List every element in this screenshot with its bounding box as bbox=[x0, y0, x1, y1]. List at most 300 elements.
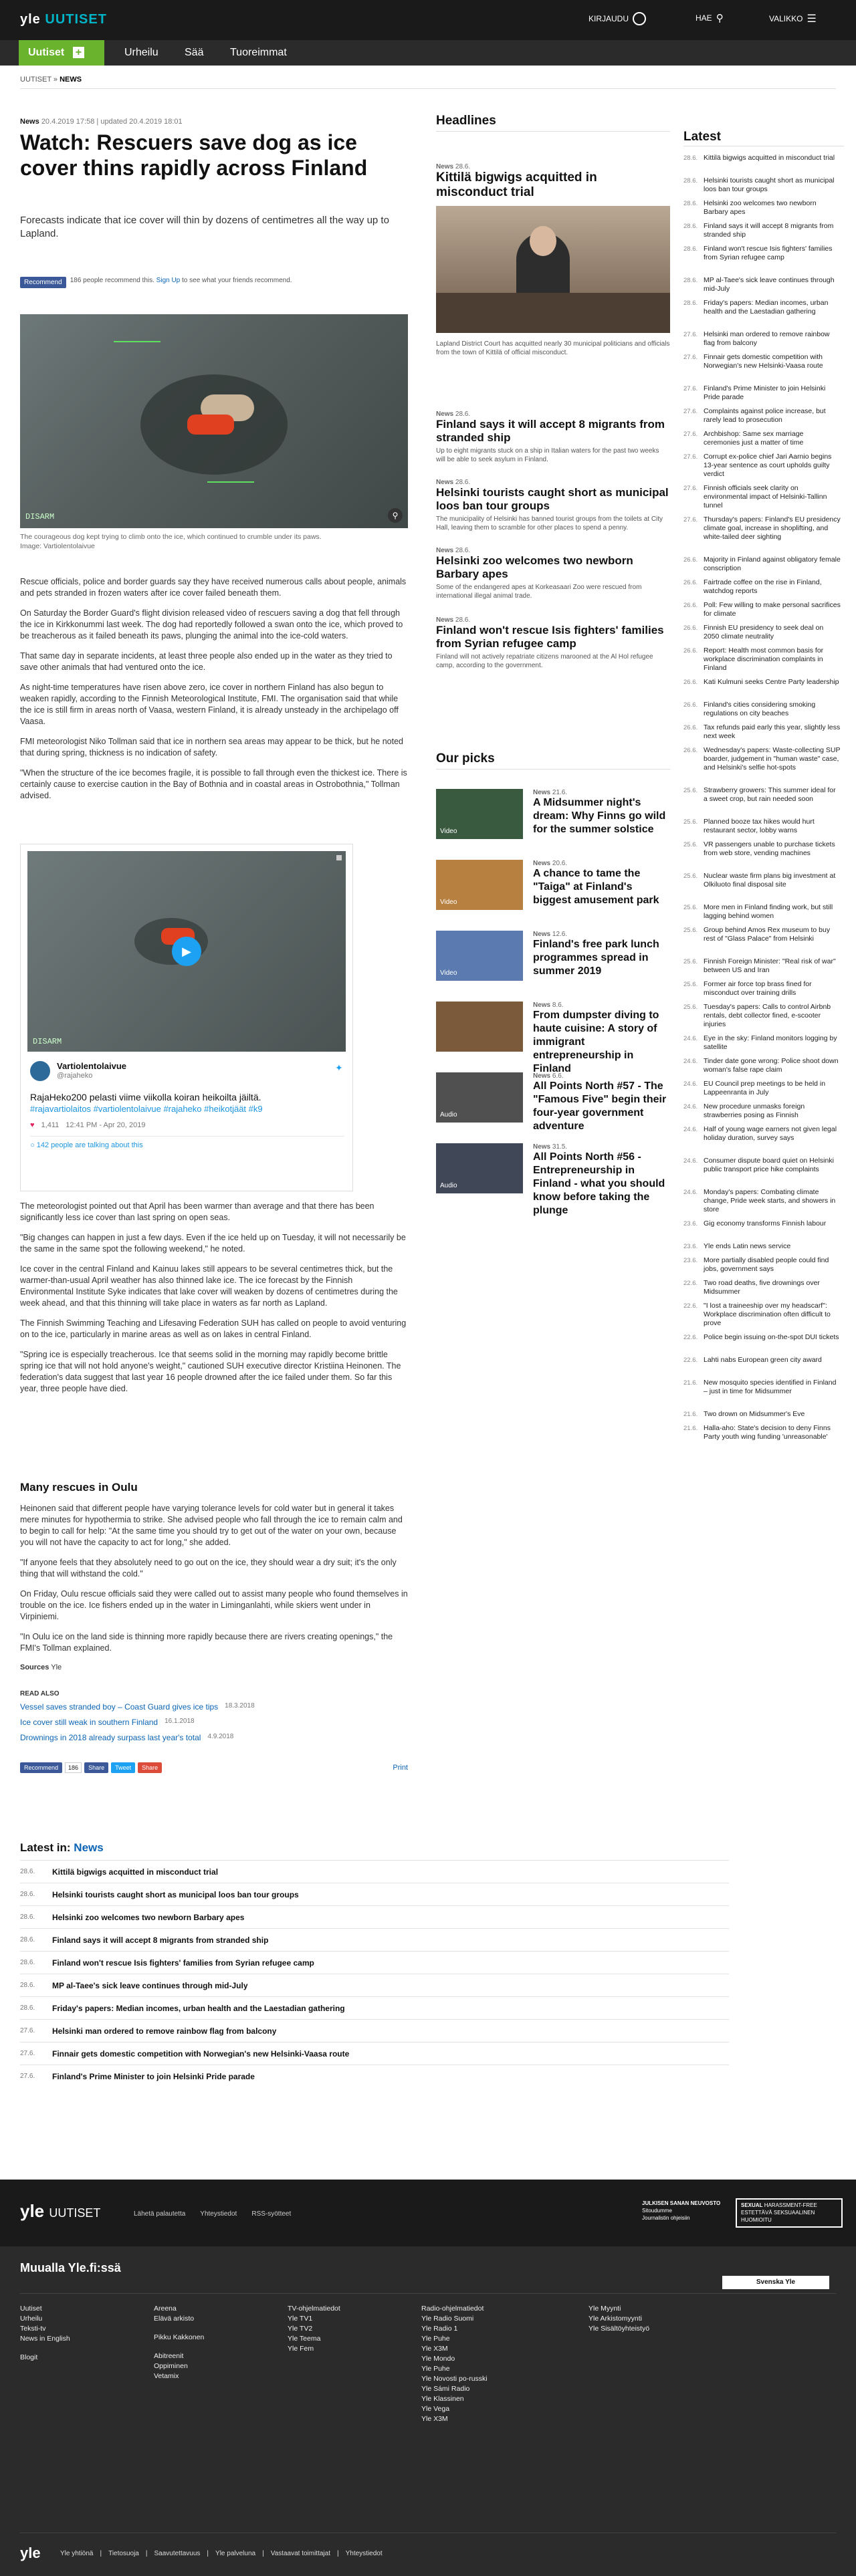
latest-item[interactable] bbox=[683, 245, 844, 276]
footer-link[interactable]: Teksti-tv bbox=[20, 2325, 46, 2333]
latest-title[interactable]: Group behind Amos Rex museum to buy rest of "Glass Palace" from Helsinki bbox=[704, 926, 831, 943]
latest-in-row[interactable] bbox=[20, 1974, 729, 1996]
latest-item[interactable] bbox=[683, 1242, 844, 1256]
footer-link[interactable]: Areena bbox=[154, 2305, 177, 2313]
latest-in-date: 28.6. bbox=[20, 2004, 35, 2012]
footer-link[interactable]: Yle Sisältöyhteistyö bbox=[588, 2325, 650, 2333]
latest-title[interactable]: Finnish EU presidency to seek deal on 2050 climate neutrality bbox=[704, 624, 824, 640]
latest-item[interactable] bbox=[683, 1003, 844, 1034]
latest-item[interactable] bbox=[683, 484, 844, 515]
latest-item[interactable] bbox=[683, 1279, 844, 1302]
latest-in-date: 27.6. bbox=[20, 2027, 35, 2034]
latest-item[interactable] bbox=[683, 299, 844, 330]
footer-link[interactable]: Elävä arkisto bbox=[154, 2315, 195, 2323]
latest-item[interactable] bbox=[683, 556, 844, 578]
latest-item[interactable] bbox=[683, 980, 844, 1003]
latest-date: 27.6. bbox=[683, 385, 698, 392]
latest-title[interactable]: Finland says it will accept 8 migrants from stranded ship bbox=[704, 222, 834, 239]
pick-item[interactable] bbox=[436, 860, 670, 927]
latest-item[interactable] bbox=[683, 177, 844, 199]
gplus-share-button[interactable]: Share bbox=[138, 1762, 162, 1773]
article-body-1: Rescue officials, police and border guards say they have received numerous calls about people, animals and pets stranded in frozen waters after ice cover failed beneath them. On Saturday the Border Guard's flight division released video of rescuers saving a dog that fell through the ice in Kirkkonummi last week. The dog had reportedly followed a swan onto the ice, which proved to be treacherous as it failed beneath its paws, plunging the animal into the ice-cold waters. That same day in separate incidents, at least three people also ended up in the water as they tried to save other animals that had ventured onto the ice. As night-time temperatures have risen above zero, ice cover in northern Finland has also begun to weaken rapidly, according to the Finnish Meteorological Institute, FMI. The organisation said that while the ice is still firm in areas north of Vaasa, western Finland, it is already unsteady in the archipelago off Vaasa. FMI meteorologist Niko Tollman said that ice in northern sea areas may appear to be thick, but he noted that during spring, thickness is no indication of safety. "When the structure of the ice becomes fragile, it is possible to fall through even the thickest ice. There is certainly cause to exercise caution in the Bay of Bothnia and in coastal areas in Ostrobothnia," Tollman advised. bbox=[20, 577, 407, 800]
latest-item[interactable] bbox=[683, 957, 844, 980]
latest-in-title[interactable]: Helsinki tourists caught short as municipal loos ban tour groups bbox=[52, 1890, 299, 1899]
footer-top bbox=[0, 2180, 856, 2246]
divider bbox=[20, 88, 836, 89]
pick-thumbnail[interactable] bbox=[436, 931, 523, 981]
headline-image[interactable] bbox=[436, 206, 670, 333]
latest-in-heading: Latest in: News bbox=[20, 1841, 104, 1854]
tweet-author[interactable]: Vartiolentolaivue bbox=[57, 1061, 127, 1071]
latest-title[interactable]: Eye in the sky: Finland monitors logging by satellite bbox=[704, 1034, 837, 1051]
latest-in-row[interactable] bbox=[20, 1928, 729, 1951]
footer-link[interactable] bbox=[154, 2343, 204, 2351]
latest-title[interactable]: Kati Kulmuni seeks Centre Party leadership bbox=[704, 678, 839, 686]
latest-date: 26.6. bbox=[683, 701, 698, 709]
read-also-link[interactable]: Drownings in 2018 already surpass last year's total bbox=[20, 1733, 201, 1742]
latest-item[interactable] bbox=[683, 678, 844, 701]
latest-date: 27.6. bbox=[683, 408, 698, 415]
latest-date: 24.6. bbox=[683, 1035, 698, 1042]
pick-tag: News 6.6. bbox=[533, 1072, 564, 1080]
print-link[interactable]: Print bbox=[393, 1764, 408, 1772]
section-heading: Many rescues in Oulu bbox=[20, 1481, 138, 1494]
latest-item[interactable] bbox=[683, 818, 844, 840]
latest-title[interactable]: Halla-aho: State's decision to deny Finns Party youth wing funding 'unreasonable' bbox=[704, 1424, 831, 1441]
latest-item[interactable] bbox=[683, 601, 844, 624]
footer-link[interactable]: Yle Radio Suomi bbox=[421, 2315, 474, 2323]
headline-item[interactable] bbox=[436, 411, 670, 464]
image-caption: The courageous dog kept trying to climb onto the ice, which continued to crumble under its paws. Image: Vartiolentolaivue bbox=[20, 532, 408, 551]
tweet-video[interactable] bbox=[27, 851, 346, 1052]
latest-in-date: 28.6. bbox=[20, 1891, 35, 1898]
footer-link[interactable]: Yle Puhe bbox=[421, 2365, 450, 2373]
latest-item[interactable] bbox=[683, 384, 844, 407]
latest-title[interactable]: Lahti nabs European green city award bbox=[704, 1356, 822, 1364]
latest-item[interactable] bbox=[683, 353, 844, 384]
footer-link[interactable]: Yle Arkistomyynti bbox=[588, 2315, 642, 2323]
latest-in-row[interactable] bbox=[20, 2019, 729, 2042]
rescuer-figure bbox=[187, 415, 234, 435]
footer-logo[interactable]: yle UUTISET bbox=[20, 2201, 101, 2221]
footer-link[interactable]: Blogit bbox=[20, 2353, 38, 2361]
pick-title[interactable]: A chance to tame the "Taiga" at Finland's biggest amusement park bbox=[533, 868, 659, 906]
latest-title[interactable]: MP al-Taee's sick leave continues through mid-July bbox=[704, 276, 835, 293]
latest-date: 28.6. bbox=[683, 300, 698, 307]
fb-recommend-share[interactable]: Recommend bbox=[20, 1762, 62, 1773]
footer-heading: Muualla Yle.fi:ssä bbox=[20, 2261, 121, 2274]
image-overlay-label: DISARM bbox=[25, 512, 55, 521]
read-also-list: Vessel saves stranded boy – Coast Guard gives ice tips 18.3.2018 Ice cover still weak in southern Finland 16.1.2018 Drownings in 2018 already surpass last year's total 4.9.2018 bbox=[20, 1702, 255, 1742]
latest-item[interactable] bbox=[683, 701, 844, 723]
latest-title[interactable]: New procedure unmasks foreign strawberries posing as Finnish bbox=[704, 1102, 805, 1119]
our-picks-heading: Our picks bbox=[436, 751, 495, 766]
latest-title[interactable]: Thursday's papers: Finland's EU presidency climate goal, increase in shoplifting, and white-tailed deer sighting bbox=[704, 515, 841, 541]
latest-item[interactable] bbox=[683, 647, 844, 678]
footer-link[interactable]: Yle Puhe bbox=[421, 2335, 450, 2343]
fb-recommend-button[interactable]: Recommend bbox=[20, 277, 66, 288]
latest-title[interactable]: Nuclear waste firm plans big investment at Olkiluoto final disposal site bbox=[704, 872, 836, 889]
latest-item[interactable] bbox=[683, 276, 844, 299]
latest-title[interactable]: More men in Finland finding work, but still lagging behind women bbox=[704, 903, 833, 920]
pick-tag: News 8.6. bbox=[533, 1002, 564, 1009]
user-icon bbox=[633, 12, 646, 25]
latest-item[interactable] bbox=[683, 624, 844, 647]
footer-bottom-link[interactable]: Saavutettavuus bbox=[154, 2550, 201, 2557]
latest-date: 22.6. bbox=[683, 1280, 698, 1287]
jsn-badge[interactable]: JULKISEN SANAN NEUVOSTO Sitoudumme Journalistin ohjeisiin bbox=[642, 2200, 721, 2221]
footer-link[interactable]: Yle Sámi Radio bbox=[421, 2385, 470, 2393]
share-bar bbox=[20, 1762, 408, 1773]
latest-date: 21.6. bbox=[683, 1379, 698, 1387]
pick-title[interactable]: Finland's free park lunch programmes spread in summer 2019 bbox=[533, 939, 659, 977]
pick-item[interactable] bbox=[436, 1143, 670, 1216]
latest-date: 26.6. bbox=[683, 724, 698, 731]
latest-in-row[interactable] bbox=[20, 1996, 729, 2019]
latest-title[interactable]: Finnair gets domestic competition with Norwegian's new Helsinki-Vaasa route bbox=[704, 353, 823, 370]
headline-desc: The municipality of Helsinki has banned tourist groups from the toilets at City Hall, leaving them to scramble for other places to spend a penny. bbox=[436, 515, 663, 532]
latest-title[interactable]: Police begin issuing on-the-spot DUI tickets bbox=[704, 1333, 839, 1341]
tab-uutiset[interactable]: Uutiset + bbox=[19, 40, 104, 66]
latest-title[interactable]: Half of young wage earners not given legal holiday duration, survey says bbox=[704, 1125, 837, 1142]
pick-thumbnail[interactable] bbox=[436, 1072, 523, 1123]
headline-tag: News 28.6. bbox=[436, 479, 471, 486]
avatar[interactable] bbox=[30, 1061, 50, 1081]
pick-item[interactable] bbox=[436, 1002, 670, 1074]
latest-date: 22.6. bbox=[683, 1357, 698, 1364]
footer-link[interactable] bbox=[154, 2324, 204, 2332]
pick-title[interactable]: All Points North #57 - The "Famous Five" begin their four-year government adventure bbox=[533, 1080, 667, 1132]
latest-item[interactable] bbox=[683, 199, 844, 222]
latest-in-row[interactable] bbox=[20, 1860, 729, 1883]
fb-share-button[interactable]: Share bbox=[84, 1762, 108, 1773]
latest-item[interactable] bbox=[683, 578, 844, 601]
footer-link[interactable]: Yle X3M bbox=[421, 2415, 448, 2423]
footer-bottom-link[interactable]: Vastaavat toimittajat bbox=[270, 2550, 330, 2557]
latest-date: 28.6. bbox=[683, 245, 698, 253]
latest-in-title[interactable]: Finland says it will accept 8 migrants from stranded ship bbox=[52, 1936, 269, 1945]
latest-title[interactable]: Wednesday's papers: Waste-collecting SUP boarder, judgement in "human waste" case, and Helsinki's selfie hot-spots bbox=[704, 746, 841, 772]
latest-in-section-link[interactable]: News bbox=[74, 1841, 104, 1854]
latest-title[interactable]: Finland's Prime Minister to join Helsinki Pride parade bbox=[704, 384, 826, 401]
latest-title[interactable]: Strawberry growers: This summer ideal for a sweet crop, but rain needed soon bbox=[704, 786, 836, 803]
twitter-bird-icon[interactable]: ✦ bbox=[335, 1062, 343, 1073]
embedded-tweet[interactable] bbox=[20, 844, 353, 1191]
latest-title[interactable]: Finnish officials seek clarity on environmental impact of Helsinki-Tallinn tunnel bbox=[704, 484, 827, 509]
latest-item[interactable] bbox=[683, 723, 844, 746]
footer-link[interactable]: Yle Radio 1 bbox=[421, 2325, 458, 2333]
latest-date: 25.6. bbox=[683, 958, 698, 965]
latest-in-title[interactable]: Finnair gets domestic competition with Norwegian's new Helsinki-Vaasa route bbox=[52, 2049, 350, 2059]
pick-title[interactable]: From dumpster diving to haute cuisine: A story of immigrant entrepreneurship in Finland bbox=[533, 1010, 659, 1074]
latest-in-title[interactable]: Friday's papers: Median incomes, urban health and the Laestadian gathering bbox=[52, 2004, 345, 2013]
latest-item[interactable] bbox=[683, 872, 844, 903]
pick-title[interactable]: A Midsummer night's dream: Why Finns go wild for the summer solstice bbox=[533, 797, 666, 835]
latest-date: 24.6. bbox=[683, 1189, 698, 1196]
latest-title[interactable]: Planned booze tax hikes would hurt restaurant sector, lobby warns bbox=[704, 818, 815, 834]
latest-date: 23.6. bbox=[683, 1220, 698, 1227]
latest-date: 26.6. bbox=[683, 556, 698, 564]
footer-link[interactable]: Oppiminen bbox=[154, 2362, 188, 2370]
latest-item[interactable] bbox=[683, 1424, 844, 1455]
headline-title[interactable]: Finland won't rescue Isis fighters' families from Syrian refugee camp bbox=[436, 624, 664, 650]
fb-recommend: Recommend 186 people recommend this. Sign Up to see what your friends recommend. bbox=[20, 277, 408, 288]
latest-title[interactable]: Two road deaths, five drownings over Midsummer bbox=[704, 1279, 820, 1296]
article-title: Watch: Rescuers save dog as ice cover thins rapidly across Finland bbox=[20, 130, 368, 180]
rss-link[interactable]: RSS-syötteet bbox=[251, 2210, 292, 2218]
video-overlay-label: DISARM bbox=[33, 1037, 62, 1046]
latest-title[interactable]: Majority in Finland against obligatory female conscription bbox=[704, 556, 841, 572]
footer-col-tv bbox=[288, 2304, 340, 2354]
latest-title[interactable]: Helsinki zoo welcomes two newborn Barbary apes bbox=[704, 199, 817, 216]
separator: | bbox=[337, 2550, 339, 2557]
latest-title[interactable]: Archbishop: Same sex marriage ceremonies just a matter of time bbox=[704, 430, 804, 447]
plus-icon: + bbox=[73, 47, 84, 58]
footer-link[interactable]: TV-ohjelmatiedot bbox=[288, 2305, 340, 2313]
footer-link[interactable]: Uutiset bbox=[20, 2305, 42, 2313]
pick-media-label: Video bbox=[440, 828, 457, 835]
tab-tuoreimmat[interactable]: Tuoreimmat bbox=[230, 47, 287, 58]
latest-item[interactable] bbox=[683, 154, 844, 177]
footer-link[interactable]: Yle Novosti po-russki bbox=[421, 2375, 488, 2383]
tweet-handle[interactable]: @rajaheko bbox=[57, 1072, 93, 1080]
footer-col-news bbox=[20, 2304, 70, 2363]
pick-media-label: Audio bbox=[440, 1182, 457, 1189]
latest-item[interactable] bbox=[683, 1256, 844, 1279]
latest-in-row[interactable] bbox=[20, 1883, 729, 1905]
latest-in-row[interactable] bbox=[20, 2065, 729, 2087]
footer-link[interactable]: Yle Mondo bbox=[421, 2355, 455, 2363]
separator: | bbox=[207, 2550, 209, 2557]
latest-item[interactable] bbox=[683, 330, 844, 353]
latest-item[interactable] bbox=[683, 407, 844, 430]
pick-thumbnail[interactable] bbox=[436, 789, 523, 839]
separator: | bbox=[262, 2550, 264, 2557]
latest-item[interactable] bbox=[683, 1188, 844, 1219]
latest-date: 24.6. bbox=[683, 1126, 698, 1133]
feedback-link[interactable]: Lähetä palautetta bbox=[134, 2210, 186, 2218]
latest-title[interactable]: Friday's papers: Median incomes, urban health and the Laestadian gathering bbox=[704, 299, 829, 316]
latest-date: 25.6. bbox=[683, 981, 698, 988]
latest-item[interactable] bbox=[683, 1356, 844, 1379]
image-credit: Image: Vartiolentolaivue bbox=[20, 542, 95, 550]
headline-desc: Up to eight migrants stuck on a ship in Italian waters for the past two weeks will be able to seek asylum in Finland. bbox=[436, 447, 659, 463]
comment-icon: ○ bbox=[30, 1141, 35, 1149]
latest-date: 26.6. bbox=[683, 647, 698, 655]
latest-title[interactable]: More partially disabled people could find jobs, government says bbox=[704, 1256, 829, 1273]
article-body-3: Heinonen said that different people have varying tolerance levels for cold water but in general it takes mere minutes for hypothermia to strike. She advised people who fall through the ice to remain calm and to begin to call for help: "At the same time you should try to get out of the water on your own, because you will not have the capacity to act for long," she added. "If anyone feels that they absolutely need to go out on the ice, they should wear a dry suit; it's the only thing that will withstand the cold." On Friday, Oulu rescue officials said they were called out to assist many people who found themselves in trouble on the ice. Ice fishers ended up in the water in Liminganlahti, while skiers went under in Virpiniemi. "In Oulu ice on the land side is thinning more rapidly because there are rivers creating openings," the FMI's Tollman explained. bbox=[20, 1504, 408, 1653]
latest-title[interactable]: Finland's cities considering smoking regulations on city beaches bbox=[704, 701, 816, 717]
latest-item[interactable] bbox=[683, 903, 844, 926]
footer-bottom-links bbox=[60, 2550, 383, 2557]
latest-date: 23.6. bbox=[683, 1257, 698, 1264]
latest-in-title[interactable]: Helsinki zoo welcomes two newborn Barbary apes bbox=[52, 1913, 245, 1922]
latest-title[interactable]: Kittilä bigwigs acquitted in misconduct trial bbox=[704, 154, 835, 162]
latest-title[interactable]: Former air force top brass fined for misconduct over training drills bbox=[704, 980, 812, 997]
headline-title[interactable]: Helsinki zoo welcomes two newborn Barbary apes bbox=[436, 554, 633, 580]
latest-title[interactable]: Tuesday's papers: Calls to control Airbnb rentals, debt collector fined, e-scooter injuries bbox=[704, 1003, 831, 1028]
latest-title[interactable]: Monday's papers: Combating climate change, Pride week starts, and showers in store bbox=[704, 1188, 836, 1213]
tab-urheilu[interactable]: Urheilu bbox=[124, 47, 158, 58]
latest-item[interactable] bbox=[683, 926, 844, 957]
latest-title[interactable]: Poll: Few willing to make personal sacrifices for climate bbox=[704, 601, 841, 618]
footer-link[interactable]: Urheilu bbox=[20, 2315, 43, 2323]
latest-title[interactable]: Yle ends Latin news service bbox=[704, 1242, 791, 1250]
pick-thumbnail[interactable] bbox=[436, 1002, 523, 1052]
breadcrumb-uutiset[interactable]: UUTISET bbox=[20, 76, 51, 84]
latest-date: 21.6. bbox=[683, 1425, 698, 1432]
latest-item[interactable] bbox=[683, 430, 844, 453]
pick-item[interactable] bbox=[436, 789, 670, 856]
latest-item[interactable] bbox=[683, 515, 844, 556]
heart-icon[interactable]: ♥ bbox=[30, 1121, 35, 1129]
latest-date: 28.6. bbox=[683, 154, 698, 162]
footer-link[interactable]: Yle Fem bbox=[288, 2345, 314, 2353]
footer-link[interactable]: Pikku Kakkonen bbox=[154, 2333, 205, 2341]
harassment-free-badge[interactable]: SEXUAL HARASSMENT-FREE ESTETTÄVÄ SEKSUAALINEN HUOMIOITU bbox=[736, 2198, 843, 2228]
latest-date: 26.6. bbox=[683, 579, 698, 586]
latest-in-row[interactable] bbox=[20, 2042, 729, 2065]
pick-item[interactable] bbox=[436, 1072, 670, 1139]
latest-item[interactable] bbox=[683, 1157, 844, 1188]
latest-date: 27.6. bbox=[683, 331, 698, 338]
latest-date: 25.6. bbox=[683, 904, 698, 911]
headline-top[interactable]: News 28.6. Kittilä bigwigs acquitted in misconduct trial Lapland District Court has acquitted nearly 30 municipal politicians and officials from the town of Kittilä of official misconduct. bbox=[436, 163, 670, 356]
latest-in-row[interactable] bbox=[20, 1905, 729, 1928]
latest-title[interactable]: Helsinki man ordered to remove rainbow flag from balcony bbox=[704, 330, 830, 347]
footer-link[interactable]: Yle X3M bbox=[421, 2345, 448, 2353]
play-icon[interactable]: ▶ bbox=[172, 937, 201, 966]
latest-item[interactable] bbox=[683, 1219, 844, 1242]
latest-item[interactable] bbox=[683, 746, 844, 786]
footer-link[interactable]: Yle Teema bbox=[288, 2335, 321, 2343]
yle-logo[interactable]: yle UUTISET bbox=[20, 12, 107, 27]
footer-link[interactable]: Vetamix bbox=[154, 2372, 179, 2380]
latest-item[interactable] bbox=[683, 1102, 844, 1125]
pick-title[interactable]: All Points North #56 - Entrepreneurship in Finland - what you should know before taking the plunge bbox=[533, 1151, 665, 1216]
latest-item[interactable] bbox=[683, 786, 844, 818]
latest-title[interactable]: Complaints against police increase, but rarely lead to prosecution bbox=[704, 407, 826, 424]
yle-footer-logo[interactable]: yle bbox=[20, 2545, 41, 2561]
contacts-link[interactable]: Yhteystiedot bbox=[200, 2210, 237, 2218]
footer-link[interactable]: Yle TV2 bbox=[288, 2325, 313, 2333]
headline-item[interactable] bbox=[436, 479, 670, 532]
latest-title[interactable]: Two drown on Midsummer's Eve bbox=[704, 1410, 805, 1418]
latest-item[interactable] bbox=[683, 1379, 844, 1410]
latest-in-title[interactable]: Kittilä bigwigs acquitted in misconduct trial bbox=[52, 1867, 219, 1877]
share-count: 186 bbox=[65, 1762, 82, 1773]
latest-item[interactable] bbox=[683, 1057, 844, 1080]
latest-title[interactable]: Finnish Foreign Minister: "Real risk of war" between US and Iran bbox=[704, 957, 836, 974]
latest-item[interactable] bbox=[683, 840, 844, 872]
latest-title[interactable]: EU Council prep meetings to be held in Lappeenranta in July bbox=[704, 1080, 826, 1096]
footer-link[interactable]: News in English bbox=[20, 2335, 70, 2343]
latest-date: 27.6. bbox=[683, 453, 698, 461]
footer-links bbox=[134, 2210, 291, 2218]
footer-bottom-link[interactable]: Yle palveluna bbox=[215, 2550, 256, 2557]
latest-item[interactable] bbox=[683, 453, 844, 484]
latest-item[interactable] bbox=[683, 222, 844, 245]
pick-tag: News 12.6. bbox=[533, 931, 568, 938]
latest-item[interactable] bbox=[683, 1410, 844, 1424]
footer-link[interactable] bbox=[20, 2344, 70, 2352]
latest-title[interactable]: Tax refunds paid early this year, slightly less next week bbox=[704, 723, 841, 740]
latest-title[interactable]: Corrupt ex-police chief Jari Aarnio begins 13-year sentence as court upholds guilty verdict bbox=[704, 453, 832, 478]
latest-title[interactable]: Helsinki tourists caught short as municipal loos ban tour groups bbox=[704, 177, 835, 193]
latest-date: 27.6. bbox=[683, 354, 698, 361]
latest-title[interactable]: Consumer dispute board quiet on Helsinki public transport price hike complaints bbox=[704, 1157, 834, 1173]
menu-button[interactable]: VALIKKO ☰ bbox=[769, 13, 817, 25]
headline-item[interactable] bbox=[436, 616, 670, 670]
latest-date: 27.6. bbox=[683, 431, 698, 438]
latest-title[interactable]: New mosquito species identified in Finland – just in time for Midsummer bbox=[704, 1379, 837, 1395]
latest-item[interactable] bbox=[683, 1034, 844, 1057]
login-button[interactable]: KIRJAUDU bbox=[588, 12, 646, 25]
headline-item[interactable] bbox=[436, 547, 670, 600]
pick-thumbnail[interactable] bbox=[436, 860, 523, 910]
latest-title[interactable]: Gig economy transforms Finnish labour bbox=[704, 1219, 827, 1227]
tweet-conversation-link[interactable]: ○ 142 people are talking about this bbox=[30, 1141, 143, 1149]
latest-in-date: 28.6. bbox=[20, 1982, 35, 1989]
search-button[interactable]: HAE ⚲ bbox=[696, 13, 724, 24]
latest-title[interactable]: Fairtrade coffee on the rise in Finland, watchdog reports bbox=[704, 578, 822, 595]
tweet-text: RajaHeko200 pelasti viime viikolla koiran heikoilta jäiltä. bbox=[30, 1092, 261, 1102]
latest-item[interactable] bbox=[683, 1302, 844, 1333]
zoom-icon[interactable]: ⚲ bbox=[388, 508, 403, 523]
footer-link[interactable]: Abitreenit bbox=[154, 2352, 184, 2360]
footer-link[interactable]: Radio-ohjelmatiedot bbox=[421, 2305, 484, 2313]
footer-bottom-link[interactable]: Yhteystiedot bbox=[345, 2550, 383, 2557]
svenska-yle-button[interactable]: Svenska Yle bbox=[722, 2276, 829, 2289]
latest-title[interactable]: VR passengers unable to purchase tickets from web store, vending machines bbox=[704, 840, 835, 857]
article-image[interactable] bbox=[20, 314, 408, 528]
pick-thumbnail[interactable] bbox=[436, 1143, 523, 1193]
latest-item[interactable] bbox=[683, 1080, 844, 1102]
latest-title[interactable]: Tinder date gone wrong: Police shoot down woman's false rape claim bbox=[704, 1057, 839, 1074]
latest-title[interactable]: Finland won't rescue Isis fighters' families from Syrian refugee camp bbox=[704, 245, 833, 261]
footer-link[interactable]: Yle Klassinen bbox=[421, 2395, 464, 2403]
latest-title[interactable]: "I lost a traineeship over my headscarf": Workplace discrimination often difficult to prove bbox=[704, 1302, 831, 1327]
latest-date: 25.6. bbox=[683, 787, 698, 794]
footer-link[interactable]: Yle Myynti bbox=[588, 2305, 621, 2313]
footer-link[interactable]: Yle TV1 bbox=[288, 2315, 313, 2323]
latest-item[interactable] bbox=[683, 1333, 844, 1356]
tweet-hashtags[interactable]: #rajavartiolaitos #vartiolentolaivue #rajaheko #heikotjäät #k9 bbox=[30, 1104, 263, 1114]
fb-signup-link[interactable]: Sign Up bbox=[156, 277, 181, 284]
latest-in-row[interactable] bbox=[20, 1951, 729, 1974]
latest-date: 25.6. bbox=[683, 1004, 698, 1011]
pick-item[interactable] bbox=[436, 931, 670, 998]
latest-title[interactable]: Report: Health most common basis for workplace discrimination complaints in Finland bbox=[704, 647, 824, 672]
latest-in-title[interactable]: Finland won't rescue Isis fighters' families from Syrian refugee camp bbox=[52, 1958, 314, 1968]
read-also-link[interactable]: Ice cover still weak in southern Finland bbox=[20, 1718, 158, 1727]
footer-link[interactable]: Yle Vega bbox=[421, 2405, 450, 2413]
breadcrumb-news[interactable]: NEWS bbox=[60, 76, 82, 84]
latest-date: 27.6. bbox=[683, 485, 698, 492]
tweet-button[interactable]: Tweet bbox=[111, 1762, 135, 1773]
latest-in-title[interactable]: Finland's Prime Minister to join Helsinki Pride parade bbox=[52, 2072, 255, 2081]
headline-title[interactable]: Finland says it will accept 8 migrants from stranded ship bbox=[436, 418, 665, 444]
headline-title[interactable]: Helsinki tourists caught short as municipal loos ban tour groups bbox=[436, 486, 669, 512]
latest-in-title[interactable]: Helsinki man ordered to remove rainbow flag from balcony bbox=[52, 2026, 277, 2036]
tab-saa[interactable]: Sää bbox=[185, 47, 204, 58]
latest-item[interactable] bbox=[683, 1125, 844, 1157]
footer-bottom-link[interactable]: Tietosuoja bbox=[108, 2550, 139, 2557]
latest-in-date: 27.6. bbox=[20, 2073, 35, 2080]
read-also-link[interactable]: Vessel saves stranded boy – Coast Guard gives ice tips bbox=[20, 1702, 219, 1712]
latest-in-title[interactable]: MP al-Taee's sick leave continues through mid-July bbox=[52, 1981, 248, 1990]
footer-bottom-link[interactable]: Yle yhtiönä bbox=[60, 2550, 94, 2557]
